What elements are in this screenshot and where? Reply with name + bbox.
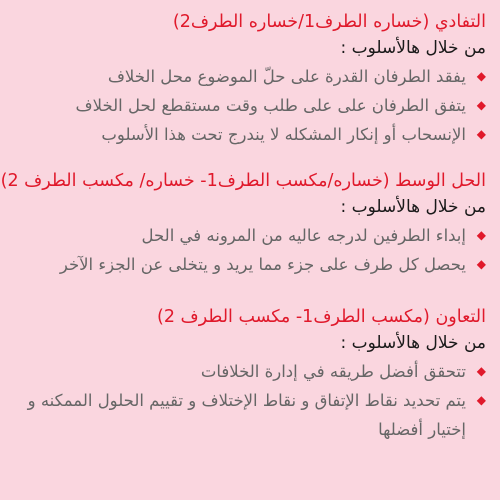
section-avoidance bbox=[10, 10, 486, 149]
list-item bbox=[10, 386, 486, 444]
list-item-text: يتم تحديد نقاط الإتفاق و نقاط الإختلاف و تقييم الحلول الممكنه و إختيار أفضلها bbox=[27, 391, 466, 439]
red-diamond-icon: ◆ bbox=[476, 257, 486, 271]
red-diamond-icon: ◆ bbox=[476, 127, 486, 141]
section-intro: من خلال هالأسلوب : bbox=[340, 333, 486, 353]
red-diamond-icon: ◆ bbox=[476, 364, 486, 378]
section-heading: التفادي (خساره الطرف1/خساره الطرف2) bbox=[172, 12, 486, 32]
list-item-text: يتفق الطرفان على على طلب وقت مستقطع لحل الخلاف bbox=[75, 96, 466, 115]
list-item bbox=[10, 357, 486, 386]
list-item bbox=[10, 250, 486, 279]
section-heading: التعاون (مكسب الطرف1- مكسب الطرف 2) bbox=[157, 307, 486, 327]
list-item-text: إبداء الطرفين لدرجه عاليه من المرونه في الحل bbox=[141, 226, 466, 245]
red-diamond-icon: ◆ bbox=[476, 393, 486, 407]
list-item bbox=[10, 221, 486, 250]
section-compromise bbox=[0, 169, 486, 279]
section-collaboration bbox=[10, 305, 486, 444]
list-item bbox=[10, 120, 486, 149]
list-item-text: يفقد الطرفان القدرة على حلّ الموضوع محل الخلاف bbox=[107, 67, 466, 86]
list-item-text: تتحقق أفضل طريقه في إدارة الخلافات bbox=[200, 362, 466, 381]
red-diamond-icon: ◆ bbox=[476, 69, 486, 83]
section-intro: من خلال هالأسلوب : bbox=[340, 38, 486, 58]
section-intro: من خلال هالأسلوب : bbox=[340, 197, 486, 217]
list-item bbox=[10, 62, 486, 91]
list-item bbox=[10, 91, 486, 120]
list-item-text: الإنسحاب أو إنكار المشكله لا يندرج تحت هذا الأسلوب bbox=[101, 125, 466, 144]
section-heading: الحل الوسط (خساره/مكسب الطرف1- خساره/ مكسب الطرف 2) bbox=[0, 171, 486, 191]
list-item-text: يحصل كل طرف على جزء مما يريد و يتخلى عن الجزء الآخر bbox=[59, 255, 466, 274]
red-diamond-icon: ◆ bbox=[476, 98, 486, 112]
red-diamond-icon: ◆ bbox=[476, 228, 486, 242]
